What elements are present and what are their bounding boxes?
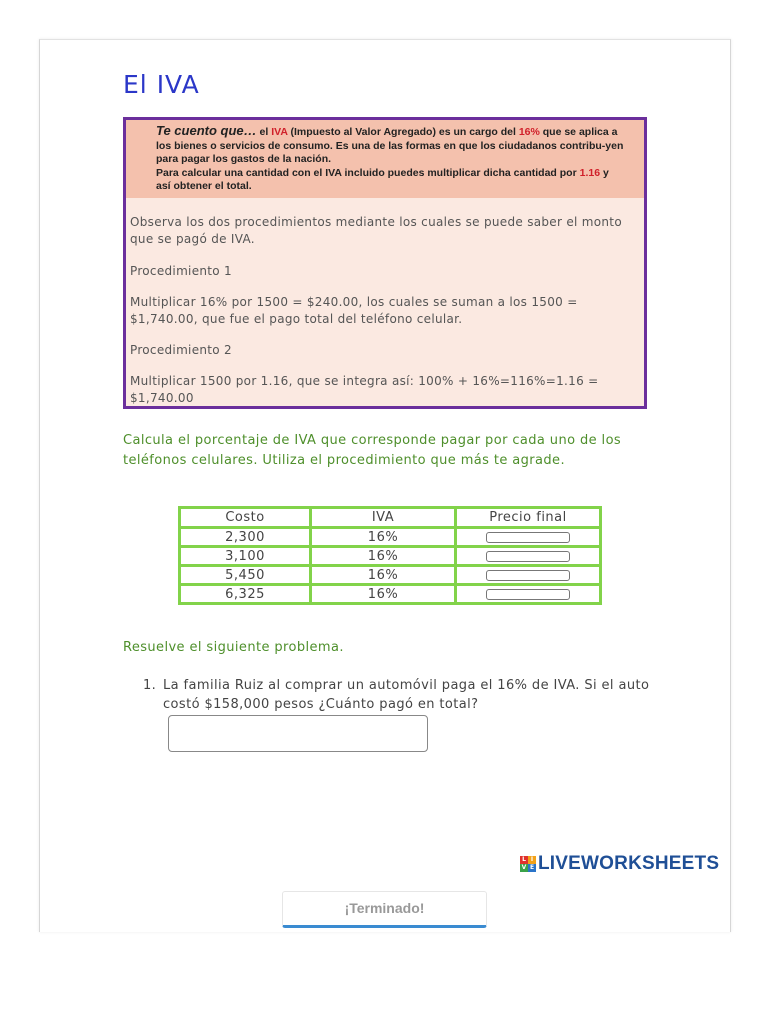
cell-iva: 16%: [311, 585, 456, 604]
instruction-text: Calcula el porcentaje de IVA que corresponde pagar por cada uno de los teléfonos celulares. Utiliza el procedimiento que más te agrade.: [123, 433, 622, 468]
worksheet-title: El IVA: [123, 70, 200, 99]
problem-number: 1.: [143, 678, 157, 693]
cell-costo: 5,450: [180, 566, 311, 585]
callout-text: [156, 124, 626, 194]
logo-mark-letter: L: [520, 856, 528, 864]
header-costo: Costo: [180, 508, 311, 528]
precio-final-input[interactable]: [486, 551, 570, 562]
logo-mark-letter: V: [521, 864, 527, 871]
callout-multiplier: 1.16: [579, 166, 601, 179]
table-row: [180, 547, 601, 566]
callout-iva: IVA: [271, 126, 288, 138]
precio-final-input[interactable]: [486, 589, 570, 600]
cell-precio-final: [456, 566, 601, 585]
procedure-1-title: Procedimiento 1: [130, 264, 232, 278]
intro-text: Observa los dos procedimientos mediante los cuales se puede saber el monto que se pagó de IVA.: [130, 215, 622, 246]
table-row: [180, 528, 601, 547]
logo-mark-letter: E: [529, 864, 535, 871]
cell-iva: 16%: [311, 547, 456, 566]
precio-final-input[interactable]: [486, 570, 570, 581]
procedure-2-title: Procedimiento 2: [130, 343, 232, 357]
callout-lead: Te cuento que…: [156, 123, 257, 138]
callout-box: [126, 120, 644, 198]
problem-text: La familia Ruiz al comprar un automóvil paga el 16% de IVA. Si el auto costó $158,000 pesos ¿Cuánto pagó en total?: [163, 678, 650, 712]
table-row: [180, 585, 601, 604]
logo-mark-icon: [520, 856, 536, 872]
cell-precio-final: [456, 585, 601, 604]
logo-mark-letter: I: [528, 856, 536, 864]
cell-costo: 6,325: [180, 585, 311, 604]
table-row: [180, 566, 601, 585]
cell-precio-final: [456, 528, 601, 547]
answer-input[interactable]: [168, 715, 428, 752]
callout-text-5: y así obtener el total.: [156, 166, 609, 192]
info-box: [123, 117, 647, 409]
finish-button[interactable]: ¡Terminado!: [282, 891, 487, 928]
procedure-1-text: Multiplicar 16% por 1500 = $240.00, los cuales se suman a los 1500 = $1,740.00, que fue el pago total del teléfono celular.: [130, 295, 578, 326]
callout-text-2: (Impuesto al Valor Agregado) es un cargo del: [287, 126, 519, 138]
problem-heading: Resuelve el siguiente problema.: [123, 640, 344, 655]
callout-text-3: que se aplica a los bienes o servicios de consumo. Es una de las formas en que los ciudadanos contribu-yen para pagar los gastos de la nación.: [156, 126, 624, 165]
cell-iva: 16%: [311, 528, 456, 547]
cell-iva: 16%: [311, 566, 456, 585]
precio-final-input[interactable]: [486, 532, 570, 543]
table-header-row: [180, 508, 601, 528]
header-precio-final: Precio final: [456, 508, 601, 528]
callout-text-1: el: [256, 126, 272, 138]
callout-percent: 16%: [518, 126, 540, 138]
cell-costo: 3,100: [180, 547, 311, 566]
cell-costo: 2,300: [180, 528, 311, 547]
iva-table: [178, 506, 602, 605]
logo-text: LIVEWORKSHEETS: [538, 853, 720, 874]
cell-precio-final: [456, 547, 601, 566]
procedure-2-text: Multiplicar 1500 por 1.16, que se integra así: 100% + 16%=116%=1.16 = $1,740.00: [130, 374, 599, 405]
liveworksheets-logo: [520, 853, 719, 875]
header-iva: IVA: [311, 508, 456, 528]
callout-text-4: Para calcular una cantidad con el IVA incluido puedes multiplicar dicha cantidad por: [156, 166, 580, 179]
